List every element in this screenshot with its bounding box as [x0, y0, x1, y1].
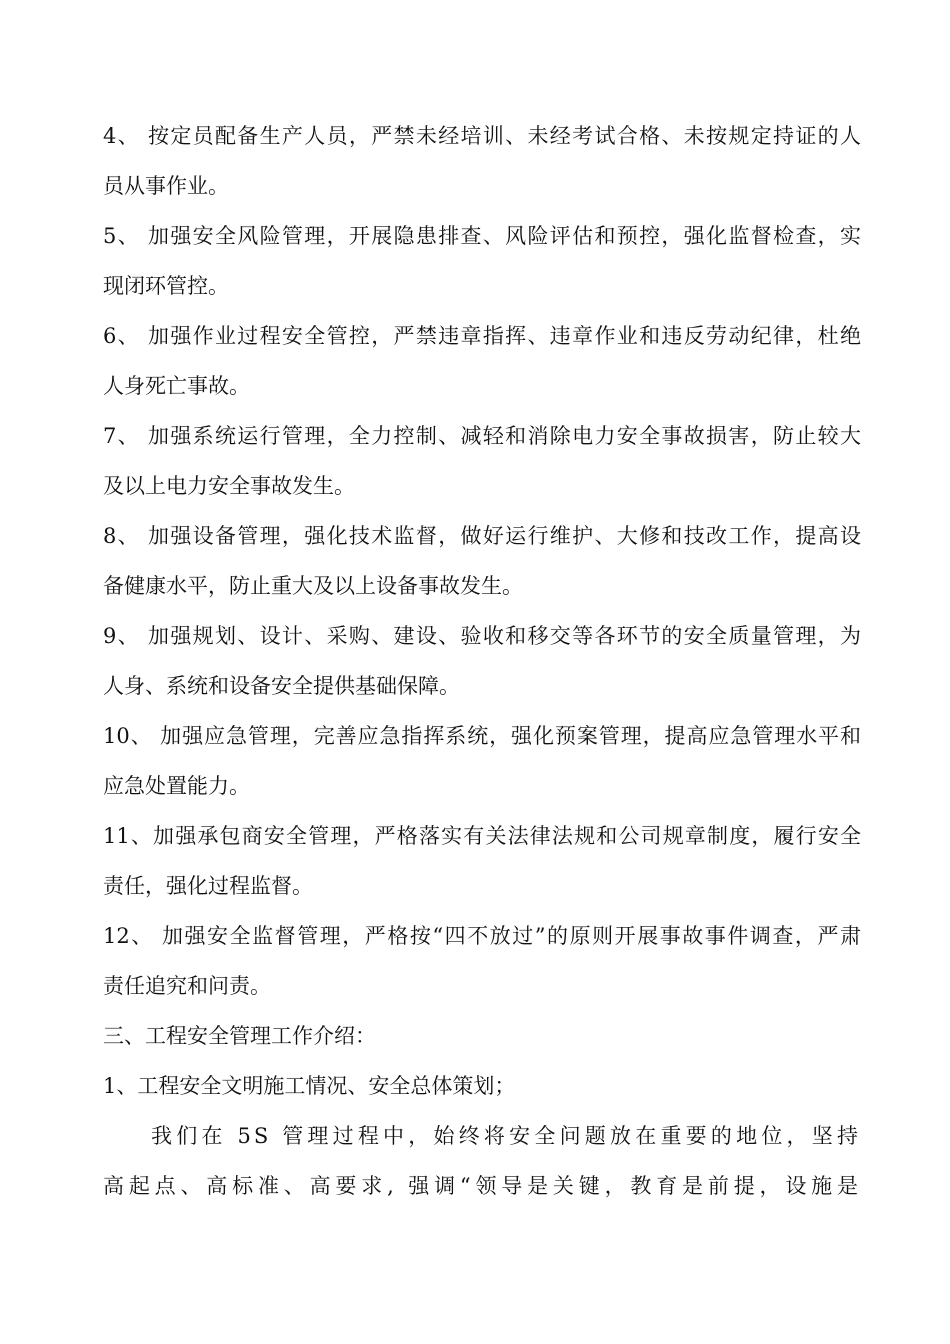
section-three-heading: 三、工程安全管理工作介绍：: [103, 1024, 376, 1048]
item-9-line-1: 9、 加强规划、设计、采购、建设、验收和移交等各环节的安全质量管理，为: [103, 624, 861, 648]
item-11-line-2: 责任，强化过程监督。: [103, 874, 313, 898]
subsection-one-heading: 1、工程安全文明施工情况、安全总体策划；: [103, 1074, 516, 1098]
item-4-line-2: 员从事作业。: [103, 174, 229, 198]
item-12-line-2: 责任追究和问责。: [103, 974, 271, 998]
paragraph-line-2: 高起点、高标准、高要求, 强调“领导是关键，教育是前提，设施是: [103, 1174, 861, 1198]
item-6-line-2: 人身死亡事故。: [103, 374, 250, 398]
item-7-line-2: 及以上电力安全事故发生。: [103, 474, 355, 498]
item-5-line-1: 5、 加强安全风险管理，开展隐患排查、风险评估和预控，强化监督检查，实: [103, 224, 861, 248]
paragraph-line-1: 我们在 5S 管理过程中，始终将安全问题放在重要的地位，坚持: [151, 1124, 861, 1148]
item-8-line-2: 备健康水平，防止重大及以上设备事故发生。: [103, 574, 523, 598]
item-10-line-2: 应急处置能力。: [103, 774, 250, 798]
item-4-line-1: 4、 按定员配备生产人员，严禁未经培训、未经考试合格、未按规定持证的人: [103, 124, 861, 148]
item-9-line-2: 人身、系统和设备安全提供基础保障。: [103, 674, 460, 698]
item-10-line-1: 10、 加强应急管理，完善应急指挥系统，强化预案管理，提高应急管理水平和: [103, 724, 861, 748]
item-7-line-1: 7、 加强系统运行管理，全力控制、减轻和消除电力安全事故损害，防止较大: [103, 424, 861, 448]
item-8-line-1: 8、 加强设备管理，强化技术监督，做好运行维护、大修和技改工作，提高设: [103, 524, 861, 548]
item-5-line-2: 现闭环管控。: [103, 274, 229, 298]
item-6-line-1: 6、 加强作业过程安全管控，严禁违章指挥、违章作业和违反劳动纪律，杜绝: [103, 324, 861, 348]
item-11-line-1: 11、加强承包商安全管理，严格落实有关法律法规和公司规章制度，履行安全: [103, 824, 861, 848]
item-12-line-1: 12、 加强安全监督管理，严格按“四不放过”的原则开展事故事件调查，严肃: [103, 924, 861, 948]
